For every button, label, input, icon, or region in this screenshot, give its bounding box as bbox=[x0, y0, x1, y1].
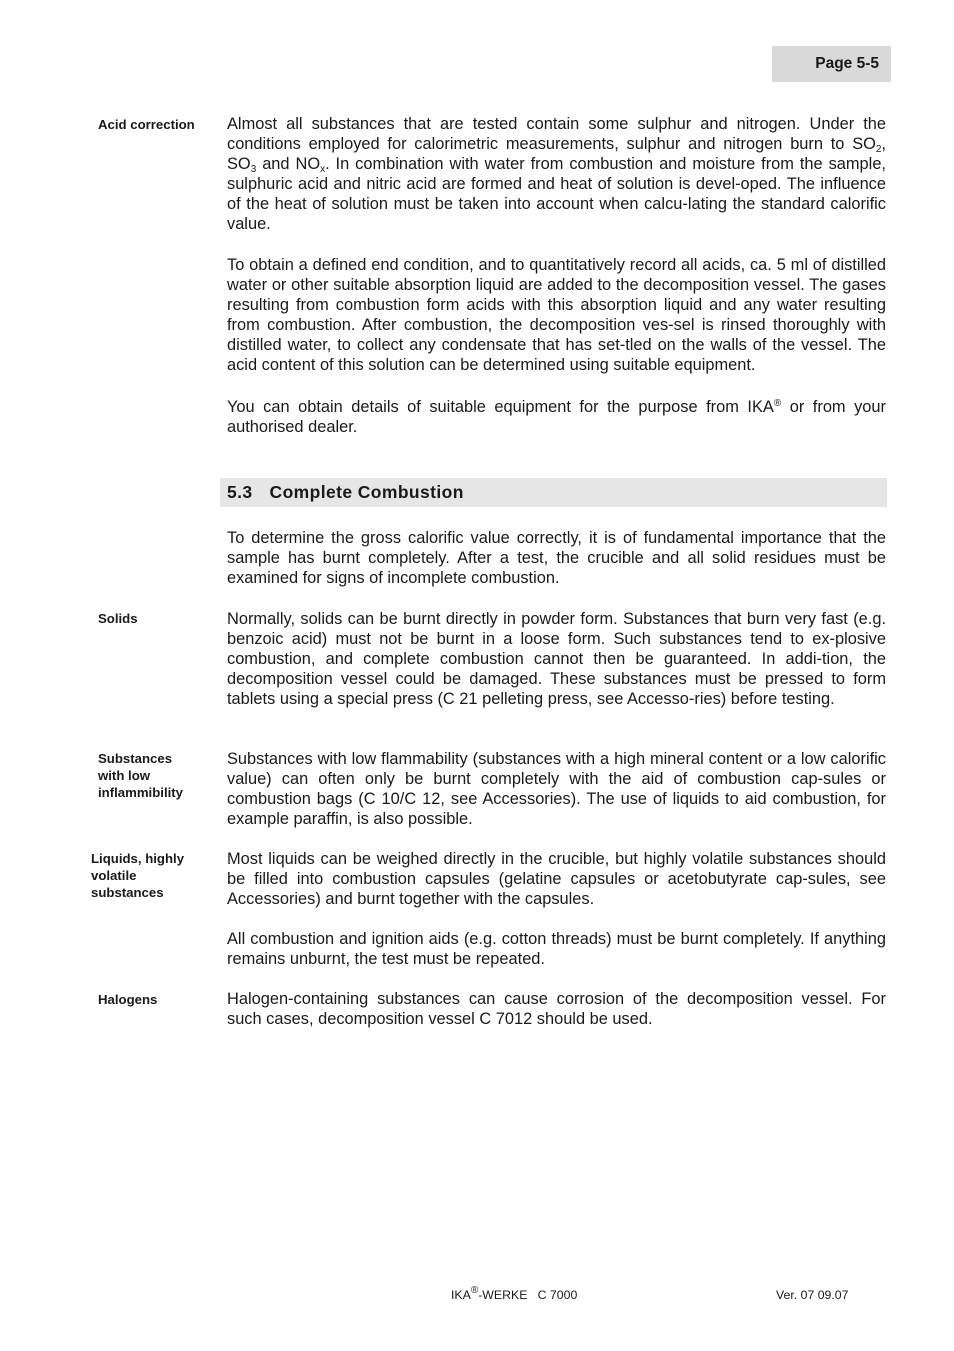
side-label-acid-correction: Acid correction bbox=[98, 117, 195, 132]
paragraph-section-intro: To determine the gross calorific value correctly, it is of fundamental importance that the sample has burnt completely. After a test, the crucible and all solid residues must be examined for signs of incomplete combustion. bbox=[227, 529, 886, 588]
paragraph-liquids-2: All combustion and ignition aids (e.g. cotton threads) must be burnt completely. If anything remains unburnt, the test must be repeated. bbox=[227, 930, 886, 969]
paragraph-liquids-1: Most liquids can be weighed directly in the crucible, but highly volatile substances should be filled into combustion capsules (gelatine capsules or acetobutyrate cap-sules, see Accessories) and burnt together with the capsules. bbox=[227, 850, 886, 909]
section-heading bbox=[220, 478, 887, 507]
footer-version: Ver. 07 09.07 bbox=[776, 1288, 849, 1302]
paragraph-solids: Normally, solids can be burnt directly in powder form. Substances that burn very fast (e.g. benzoic acid) must not be burnt in a loose form. Such substances tend to ex-plosive combustion, and complete combustion cannot then be guaranteed. In addi-tion, the decomposition vessel could be damaged. These substances must be pressed to form tablets using a special press (C 21 pelleting press, see Accesso-ries) before testing. bbox=[227, 610, 886, 709]
paragraph-acid-correction-3: You can obtain details of suitable equipment for the purpose from IKA® or from your authorised dealer. bbox=[227, 398, 886, 437]
page-number-tag bbox=[772, 46, 891, 82]
side-label-liquids: Liquids, highly volatile substances bbox=[91, 851, 185, 900]
side-label-low-flammability: Substances with low inflammibility bbox=[98, 751, 183, 800]
side-label-halogens: Halogens bbox=[98, 992, 158, 1007]
paragraph-acid-correction-1: Almost all substances that are tested contain some sulphur and nitrogen. Under the conditions employed for calorimetric measurements, sulphur and nitrogen burn to $SO_2$, $SO_3$ and $NO_x$. In combination with water from combustion and moisture from the sample, sulphuric acid and nitric acid are formed and heat of solution is devel-oped. The influence of the heat of solution must be taken into account when calcu-lating the standard calorific value. bbox=[227, 115, 886, 234]
paragraph-halogens: Halogen-containing substances can cause corrosion of the decomposition vessel. For such cases, decomposition vessel C 7012 should be used. bbox=[227, 990, 886, 1029]
footer-brand: IKA®-WERKE C 7000 bbox=[451, 1285, 578, 1302]
paragraph-acid-correction-2: To obtain a defined end condition, and to quantitatively record all acids, ca. 5 ml of distilled water or other suitable absorption liquid are added to the decomposition vessel. The gases resulting from combustion form acids with this absorption liquid and any water resulting from combustion. After combustion, the decomposition ves-sel is rinsed thoroughly with distilled water, to collect any condensate that has set-tled on the walls of the vessel. The acid content of this solution can be determined using suitable equipment. bbox=[227, 256, 886, 375]
side-label-solids: Solids bbox=[98, 611, 138, 626]
paragraph-low-flammability: Substances with low flammability (substances with a high mineral content or a low calorific value) can often only be burnt completely with the aid of combustion cap-sules or combustion bags (C 10/C 12, see Accessories). The use of liquids to aid combustion, for example paraffin, is also possible. bbox=[227, 750, 886, 829]
section-number: 5.3 bbox=[227, 482, 253, 502]
page-label: Page 5-5 bbox=[815, 55, 879, 72]
section-title: Complete Combustion bbox=[269, 482, 464, 502]
